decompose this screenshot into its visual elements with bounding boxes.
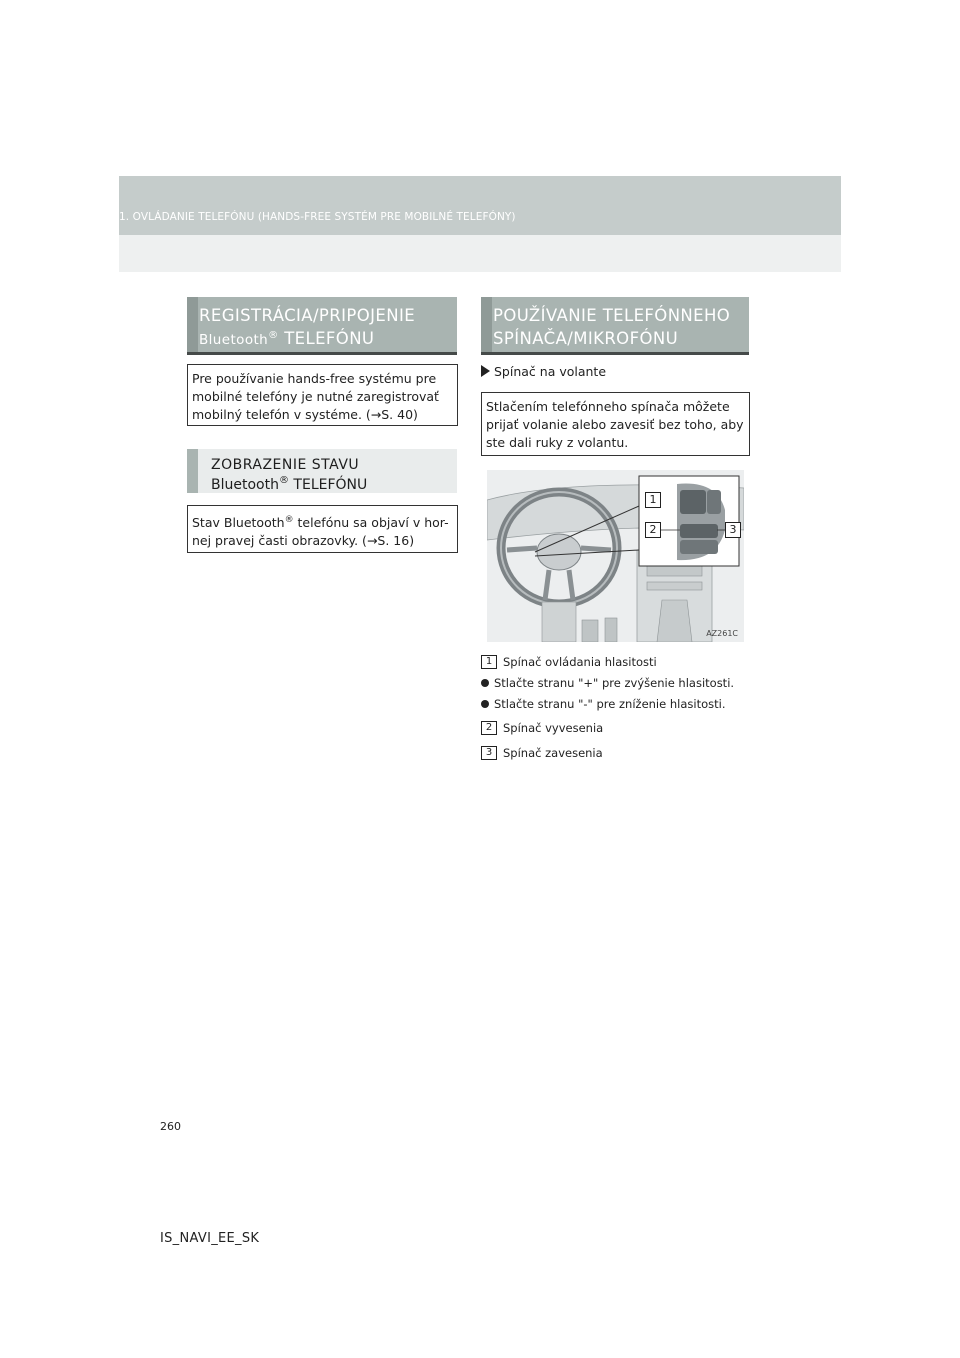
body-line: nej pravej časti obrazovky. (→S. 16) [192,533,415,548]
legend-on-hook-switch: Spínač zavesenia [503,746,603,760]
body-line: prijať volanie alebo zavesiť bez toho, aby [486,417,744,432]
bullet-volume-up: Stlačte stranu "+" pre zvýšenie hlasitosti. [481,676,734,690]
bullet-dot-icon [481,679,489,687]
heading-line-2: Bluetooth® TELEFÓNU [199,329,375,348]
bullet-volume-down: Stlačte stranu "-" pre zníženie hlasitosti. [481,697,725,711]
heading-line-2: SPÍNAČA/MIKROFÓNU [493,329,679,348]
phone-switch-info-box [481,392,750,456]
body-line: Stav Bluetooth® telefónu sa objaví v hor- [192,515,449,530]
heading-accent [481,297,492,352]
body-line: mobilný telefón v systéme. (→S. 40) [192,407,418,422]
body-line: mobilné telefóny je nutné zaregistrovať [192,389,439,404]
subheading-accent [187,449,198,493]
chapter-title: 1. OVLÁDANIE TELEFÓNU (HANDS-FREE SYSTÉM PRE MOBILNÉ TELEFÓNY) [119,211,516,223]
body-line: ste dali ruky z volantu. [486,435,629,450]
status-info-box [187,505,458,553]
callout-1: 1 [645,492,661,508]
callout-2: 2 [645,522,661,538]
section-heading-registration [187,297,457,352]
triangle-bullet-icon [481,365,490,377]
legend-num-3: 3 [481,746,497,760]
body-line: Pre používanie hands-free systému pre [192,371,437,386]
subheading-line-1: ZOBRAZENIE STAVU [211,457,360,473]
subsection-heading-status [187,449,457,493]
heading-rule [187,352,457,355]
heading-rule [481,352,749,355]
figure-code: AZ261C [706,629,738,638]
header-bar [119,176,841,235]
bullet-dot-icon [481,700,489,708]
heading-line-1: POUŽÍVANIE TELEFÓNNEHO [493,306,731,325]
legend-off-hook-switch: Spínač vyvesenia [503,721,604,735]
heading-line-1: REGISTRÁCIA/PRIPOJENIE [199,306,416,325]
body-line: Stlačením telefónneho spínača môžete [486,399,730,414]
heading-accent [187,297,198,352]
subheading-line-2: Bluetooth® TELEFÓNU [211,475,368,493]
page-number: 260 [160,1120,181,1133]
callout-3: 3 [725,522,741,538]
section-heading-phone-switch [481,297,749,352]
switch-heading: Spínač na volante [481,364,606,379]
legend-volume-switch: Spínač ovládania hlasitosti [503,655,657,669]
registration-info-box [187,364,458,426]
legend-num-2: 2 [481,721,497,735]
footer-code: IS_NAVI_EE_SK [160,1231,260,1246]
steering-wheel-drawing [487,470,744,642]
steering-wheel-illustration [487,470,744,642]
header-strip [119,235,841,272]
legend-num-1: 1 [481,655,497,669]
